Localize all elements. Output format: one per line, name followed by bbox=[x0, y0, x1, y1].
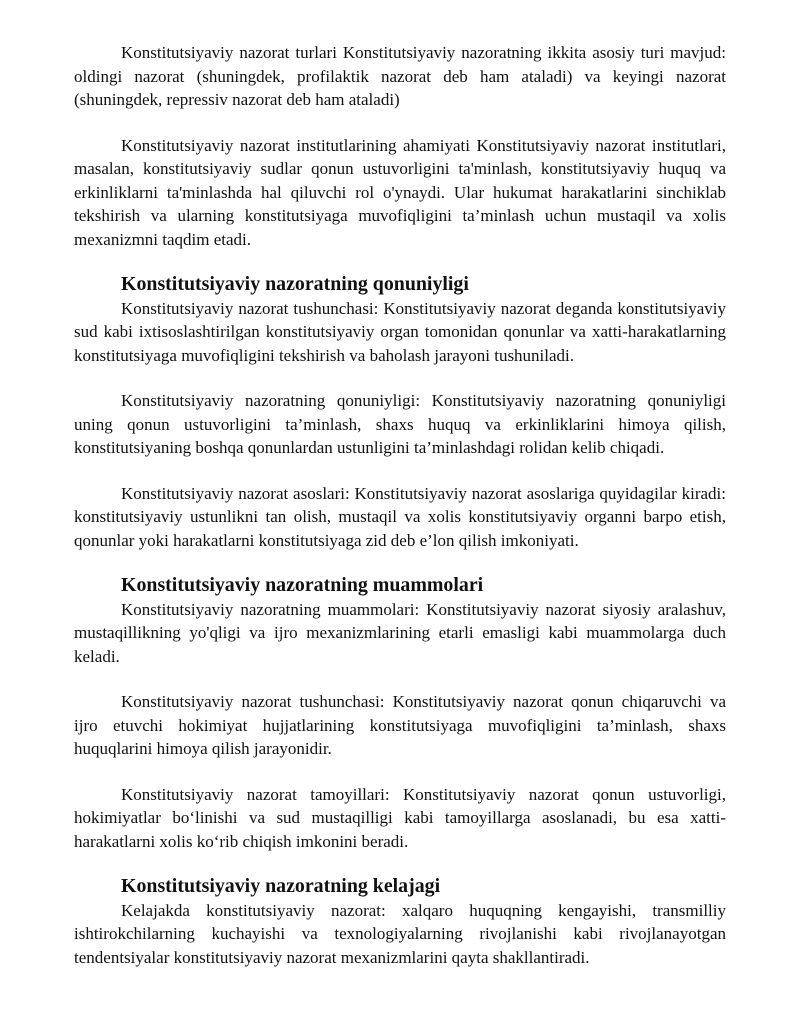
heading-problems: Konstitutsiyaviy nazoratning muammolari bbox=[121, 574, 484, 596]
paragraph-principles: Konstitutsiyaviy nazorat tamoyillari: Konstitutsiyaviy nazorat qonun ustuvorligi, hokimiyatlar bo‘linishi va sud mustaqilligi kabi tamoyillarga asoslanadi, bu esa xatti-harakatlarni xolis ko‘rib chiqish imkonini beradi. bbox=[74, 784, 726, 851]
paragraph-legitimacy: Konstitutsiyaviy nazoratning qonuniyligi: Konstitutsiyaviy nazoratning qonuniyligi uning qonun ustuvorligini ta’minlash, shaxs huquq va erkinliklarini himoya qilish, konstitutsiyaning boshqa qonunlardan ustunligini ta’minlashdagi rolidan kelib chiqadi. bbox=[74, 391, 726, 457]
paragraph-foundations: Konstitutsiyaviy nazorat asoslari: Konstitutsiyaviy nazorat asoslariga quyidagilar kiradi: konstitutsiyaviy ustunlikni tan olish, mustaqil va xolis konstitutsiyaviy organni barpo etish, qonunlar yoki harakatlarni konstitutsiyaga zid deb e’lon qilish imkoniyati. bbox=[74, 483, 726, 550]
paragraph-problems: Konstitutsiyaviy nazoratning muammolari: Konstitutsiyaviy nazorat siyosiy aralashuv, mustaqillikning yo'qligi va ijro mexanizmlarining etarli emasligi kabi muammolarga duch keladi. bbox=[74, 599, 726, 666]
paragraph-concept: Konstitutsiyaviy nazorat tushunchasi: Konstitutsiyaviy nazorat deganda konstitutsiyaviy sud kabi ixtisoslashtirilgan konstitutsiyaviy organ tomonidan qonunlar va xatti-harakatlarning konstitutsiyaga muvofiqligini tekshirish va baholash jarayoni tushuniladi. bbox=[74, 298, 726, 365]
paragraph-future: Kelajakda konstitutsiyaviy nazorat: xalqaro huquqning kengayishi, transmilliy ishtirokchilarning kuchayishi va texnologiyalarning rivojlanishi kabi rivojlanayotgan tendentsiyalar konstitutsiyaviy nazorat mexanizmlarini qayta shakllantiradi. bbox=[74, 900, 726, 967]
paragraph-control-types: Konstitutsiyaviy nazorat turlari Konstitutsiyaviy nazoratning ikkita asosiy turi mavjud: oldingi nazorat (shuningdek, profilaktik nazorat deb ham ataladi) va keyingi nazorat (shuningdek, repressiv nazorat deb ham ataladi) bbox=[74, 43, 726, 109]
heading-future: Konstitutsiyaviy nazoratning kelajagi bbox=[121, 875, 441, 897]
heading-legitimacy: Konstitutsiyaviy nazoratning qonuniyligi bbox=[121, 273, 469, 295]
document-page bbox=[74, 41, 726, 991]
paragraph-concept-2: Konstitutsiyaviy nazorat tushunchasi: Konstitutsiyaviy nazorat qonun chiqaruvchi va ijro etuvchi hokimiyat hujjatlarining konstitutsiyaga muvofiqligini ta’minlash, shaxs huquqlarini himoya qilish jarayonidir. bbox=[74, 692, 726, 758]
paragraph-institutions-importance: Konstitutsiyaviy nazorat institutlarining ahamiyati Konstitutsiyaviy nazorat institutlari, masalan, konstitutsiyaviy sudlar qonun ustuvorligini ta'minlash, konstitutsiyaviy huquq va erkinliklarni ta'minlashda hal qiluvchi rol o'ynaydi. Ular hukumat harakatlarini sinchiklab tekshirish va ularning konstitutsiyaga muvofiqligini ta’minlash uchun mustaqil va xolis mexanizmni taqdim etadi. bbox=[74, 135, 726, 249]
